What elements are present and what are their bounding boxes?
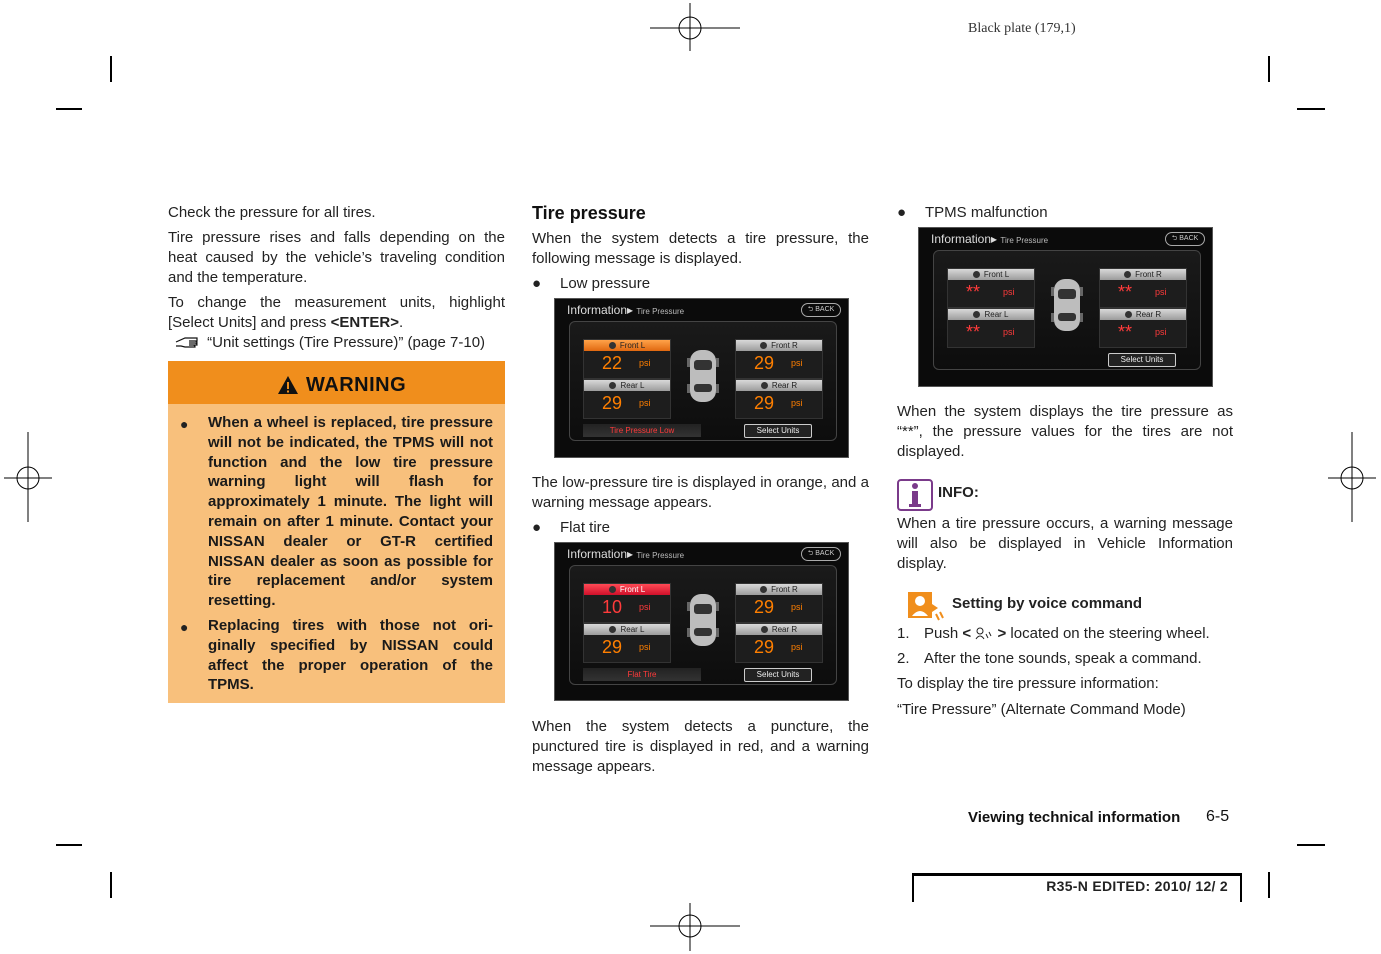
tire-value: ** — [966, 282, 981, 302]
info-label: INFO: — [938, 484, 979, 501]
info-icon — [897, 479, 933, 511]
tire-value: ** — [966, 322, 981, 342]
paragraph-text: To change the measurement units, highlight [Select Units] and press — [168, 294, 505, 331]
tire-unit: psi — [1003, 287, 1015, 297]
crop-mark — [56, 844, 82, 846]
tire-unit: psi — [791, 642, 803, 652]
registration-mark-icon — [4, 432, 52, 522]
page-number: 6-5 — [1206, 808, 1230, 825]
tire-unit: psi — [1155, 327, 1167, 337]
tire-rear-left — [583, 623, 671, 663]
back-button[interactable]: ⮌ BACK — [801, 303, 841, 317]
tire-panel — [569, 565, 837, 685]
subsection-heading: Setting by voice command — [952, 595, 1143, 612]
voice-command-icon — [906, 590, 946, 622]
tire-panel — [933, 250, 1201, 370]
car-top-view-icon — [687, 348, 719, 404]
paragraph: Tire pressure rises and falls depending on the heat caused by the vehicle’s traveling condition and the temperature. — [168, 229, 505, 286]
registration-mark-icon — [1328, 432, 1376, 522]
step-text: After the tone sounds, speak a command. — [924, 650, 1202, 667]
back-button[interactable]: ⮌ BACK — [1165, 232, 1205, 246]
tire-label: Front L — [584, 584, 670, 595]
tire-unit: psi — [639, 642, 651, 652]
tire-label: Front R — [736, 584, 822, 595]
car-top-view-icon — [1051, 277, 1083, 333]
bullet-dot: ● — [532, 275, 542, 292]
tire-unit: psi — [791, 602, 803, 612]
warning-message: Tire Pressure Low — [583, 424, 701, 437]
paragraph: When the system displays the tire pressure as “**”, the pressure values for the tires are not displayed. — [897, 403, 1233, 460]
bullet-dot: ● — [532, 519, 542, 536]
select-units-button[interactable]: Select Units — [744, 668, 812, 682]
tire-unit: psi — [639, 358, 651, 368]
bullet-text: Flat tire — [560, 519, 611, 536]
warning-box — [168, 361, 505, 703]
back-button[interactable]: ⮌ BACK — [801, 547, 841, 561]
paragraph-text: . — [398, 314, 404, 331]
tire-value: 29 — [754, 353, 775, 373]
crop-mark — [1297, 108, 1325, 110]
screen-title: Information▸ Tire Pressure — [567, 547, 685, 561]
warning-item: When a wheel is replaced, tire pressure will not be indicated, the TPMS will not function and the low tire pressure warning light will flash for approximately 1 minute. The light will remain on after 1 minute. Contact your NISSAN dealer or GT-R certified NISSAN dealer as soon as possible for tire replacement and/or system resetting. — [208, 414, 493, 610]
tire-front-left — [583, 339, 671, 379]
crop-mark — [110, 56, 112, 82]
tire-front-left — [947, 268, 1035, 308]
bullet-text: TPMS malfunction — [925, 204, 1048, 221]
paragraph — [168, 293, 505, 333]
voice-command-text: “Tire Pressure” (Alternate Command Mode) — [897, 701, 1186, 718]
tire-front-right — [735, 583, 823, 623]
tire-value: 22 — [602, 353, 623, 373]
bullet-dot: ● — [897, 204, 907, 221]
tire-value: 29 — [754, 597, 775, 617]
pointing-hand-icon — [175, 334, 203, 350]
tire-value: ** — [1118, 282, 1133, 302]
warning-item: Replacing tires with those not ori-ginally specified by NISSAN could affect the proper operation of the TPMS. — [208, 617, 493, 694]
select-units-button[interactable]: Select Units — [744, 424, 812, 438]
step-number: 2. — [897, 650, 910, 667]
tire-pressure-screen-low — [554, 298, 849, 458]
tire-unit: psi — [1155, 287, 1167, 297]
tire-panel — [569, 321, 837, 441]
paragraph: The low-pressure tire is displayed in orange, and a warning message appears. — [532, 474, 869, 511]
bullet-dot: ● — [180, 416, 189, 432]
section-heading: Tire pressure — [532, 203, 646, 223]
tire-label: Rear L — [584, 380, 670, 391]
paragraph: When a tire pressure occurs, a warning message will also be displayed in Vehicle Information display. — [897, 515, 1233, 572]
talk-switch-icon — [975, 626, 993, 640]
reference-text: “Unit settings (Tire Pressure)” (page 7-10) — [207, 334, 486, 351]
bullet-text: Low pressure — [560, 275, 651, 292]
tire-rear-right — [735, 379, 823, 419]
plate-label: Black plate (179,1) — [968, 21, 1076, 36]
select-units-button[interactable]: Select Units — [1108, 353, 1176, 367]
tire-rear-right — [1099, 308, 1187, 348]
tire-label: Rear R — [736, 624, 822, 635]
tire-value: 29 — [602, 393, 623, 413]
tire-unit: psi — [639, 398, 651, 408]
footer-section-title: Viewing technical information — [968, 809, 1181, 826]
tire-label: Front R — [736, 340, 822, 351]
tire-label: Rear L — [584, 624, 670, 635]
paragraph: When the system detects a tire pressure, the following message is displayed. — [532, 230, 869, 267]
tire-unit: psi — [639, 602, 651, 612]
tire-rear-right — [735, 623, 823, 663]
step-number: 1. — [897, 625, 910, 642]
tire-label: Rear R — [736, 380, 822, 391]
tire-label: Front R — [1100, 269, 1186, 280]
tire-unit: psi — [791, 398, 803, 408]
paragraph: To display the tire pressure information: — [897, 675, 1159, 692]
screen-title: Information▸ Tire Pressure — [567, 303, 685, 317]
tire-unit: psi — [1003, 327, 1015, 337]
tire-pressure-screen-flat — [554, 542, 849, 701]
crop-mark — [1268, 872, 1270, 898]
paragraph: When the system detects a puncture, the punctured tire is displayed in red, and a warning message appears. — [532, 718, 869, 775]
tire-label: Rear R — [1100, 309, 1186, 320]
crop-mark — [1297, 844, 1325, 846]
tire-front-right — [1099, 268, 1187, 308]
warning-triangle-icon — [277, 375, 299, 395]
warning-title: WARNING — [306, 374, 407, 396]
tire-rear-left — [583, 379, 671, 419]
tire-rear-left — [947, 308, 1035, 348]
tire-front-left — [583, 583, 671, 623]
crop-mark — [110, 872, 112, 898]
screen-title: Information▸ Tire Pressure — [931, 232, 1049, 246]
tire-label: Front L — [948, 269, 1034, 280]
tire-label: Rear L — [948, 309, 1034, 320]
tire-front-right — [735, 339, 823, 379]
tire-value: 10 — [602, 597, 623, 617]
warning-header — [168, 361, 505, 404]
warning-message: Flat Tire — [583, 668, 701, 681]
paragraph: Check the pressure for all tires. — [168, 204, 376, 221]
tire-unit: psi — [791, 358, 803, 368]
tire-value: 29 — [754, 637, 775, 657]
crop-mark — [56, 108, 82, 110]
registration-mark-icon — [650, 3, 740, 51]
tire-pressure-screen-malfunction — [918, 227, 1213, 387]
car-top-view-icon — [687, 592, 719, 648]
page-reference — [175, 333, 505, 353]
bullet-dot: ● — [180, 619, 189, 635]
crop-mark — [1268, 56, 1270, 82]
registration-mark-icon — [650, 903, 740, 951]
tire-value: 29 — [602, 637, 623, 657]
tire-label: Front L — [584, 340, 670, 351]
edited-stamp: R35-N EDITED: 2010/ 12/ 2 — [912, 873, 1242, 902]
step-text: Push < > located on the steering wheel. — [924, 625, 1210, 642]
tire-value: 29 — [754, 393, 775, 413]
tire-value: ** — [1118, 322, 1133, 342]
enter-key-label: <ENTER> — [330, 314, 399, 331]
